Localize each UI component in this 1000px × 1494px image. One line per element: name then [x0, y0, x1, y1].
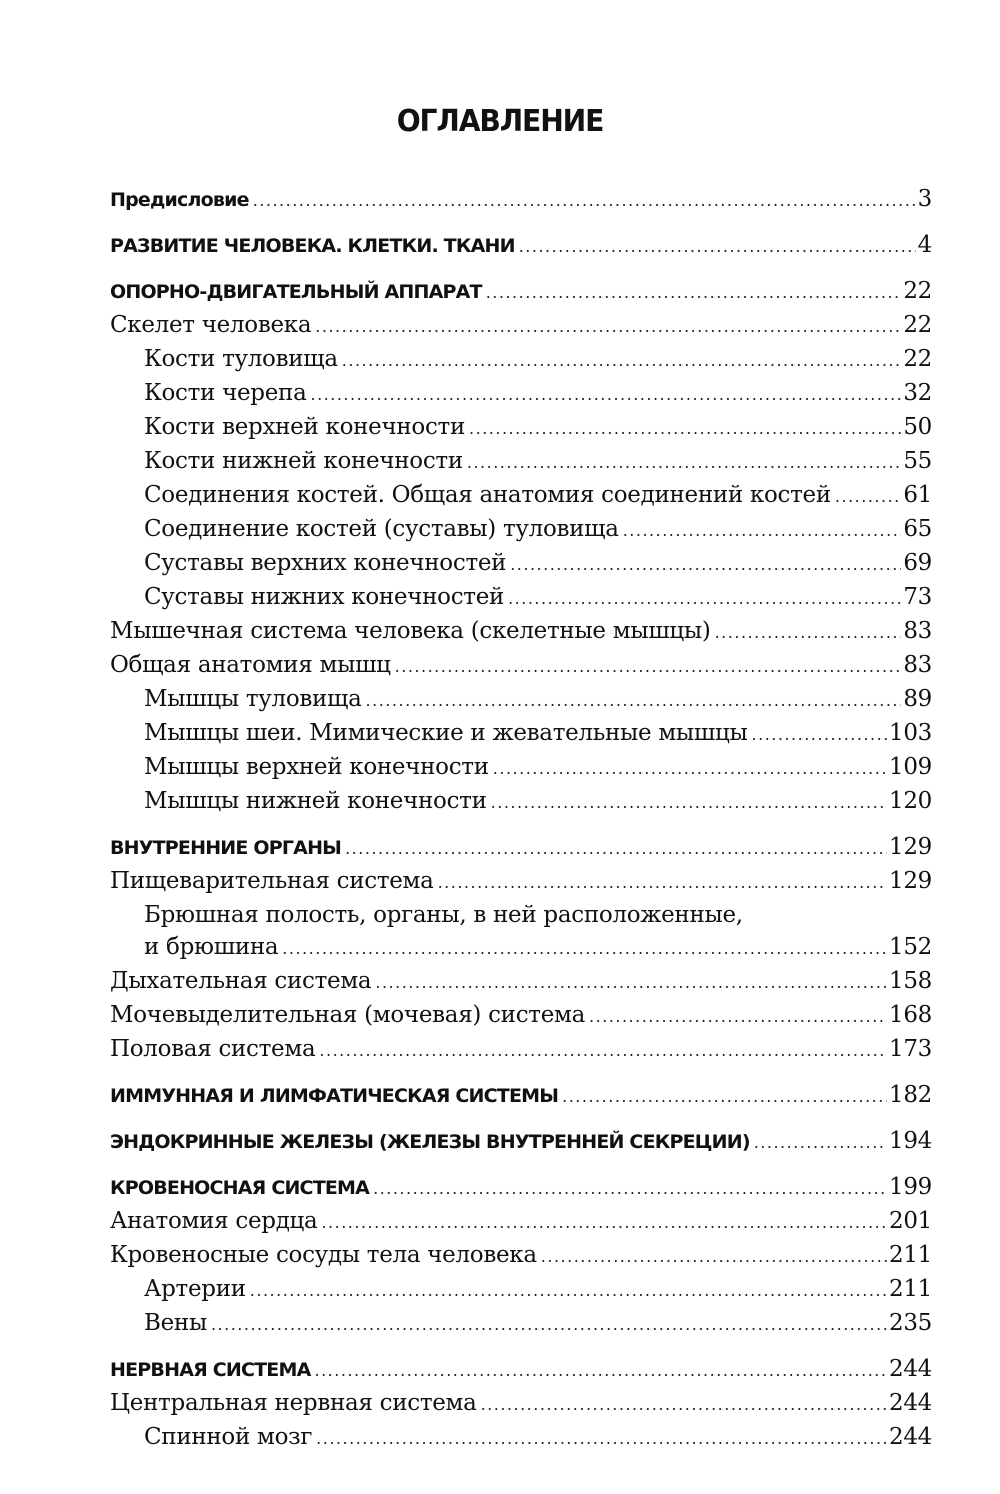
toc-entry-upper-limb-muscles[interactable] [110, 751, 932, 785]
toc-entry-title: Общая анатомия мышц [110, 652, 391, 678]
dot-leader [366, 685, 902, 717]
toc-entry-title: и брюшина [144, 934, 279, 960]
toc-entry-page: 22 [903, 278, 932, 304]
toc-entry-bone-joints[interactable] [110, 479, 932, 513]
toc-entry-title: Суставы нижних конечностей [144, 584, 505, 610]
dot-leader [562, 1081, 887, 1113]
dot-leader [311, 379, 902, 411]
toc-entry-skull-bones[interactable] [110, 377, 932, 411]
toc-entry-skeleton[interactable] [110, 309, 932, 343]
toc-section-circulatory[interactable] [110, 1171, 932, 1205]
toc-entry-page: 199 [889, 1174, 932, 1200]
toc-entry-page: 4 [917, 232, 932, 258]
dot-leader [467, 447, 901, 479]
toc-section-endocrine[interactable] [110, 1125, 932, 1159]
toc-entry-page: 129 [889, 868, 932, 894]
toc-entry-page: 158 [889, 968, 932, 994]
toc-entry-title: ЭНДОКРИННЫЕ ЖЕЛЕЗЫ (ЖЕЛЕЗЫ ВНУТРЕННЕЙ СЕКРЕЦИИ) [110, 1131, 750, 1153]
toc-entry-page: 173 [889, 1036, 932, 1062]
toc-entry-respiratory-system[interactable] [110, 965, 932, 999]
toc-entry-muscular-system[interactable] [110, 615, 932, 649]
toc-entry-title: Соединение костей (суставы) туловища [144, 516, 619, 542]
dot-leader [319, 1035, 887, 1067]
toc-entry-title: Кровеносные сосуды тела человека [110, 1242, 537, 1268]
toc-entry-upper-limb-joints[interactable] [110, 547, 932, 581]
toc-entry-muscle-anatomy[interactable] [110, 649, 932, 683]
toc-entry-title: Вены [144, 1310, 207, 1336]
dot-leader [375, 967, 887, 999]
toc-entry-title: ВНУТРЕННИЕ ОРГАНЫ [110, 837, 342, 859]
dot-leader [321, 1207, 887, 1239]
toc-entry-preface[interactable] [110, 183, 932, 217]
dot-leader [589, 1001, 887, 1033]
toc-entry-title: Мышцы нижней конечности [144, 788, 487, 814]
dot-leader [314, 1355, 887, 1387]
toc-entry-title: КРОВЕНОСНАЯ СИСТЕМА [110, 1177, 370, 1199]
toc-entry-page: 3 [917, 186, 932, 212]
toc-entry-title: Половая система [110, 1036, 316, 1062]
toc-entry-page: 244 [889, 1356, 932, 1382]
dot-leader [345, 833, 887, 865]
toc-entry-title: Пищеварительная система [110, 868, 434, 894]
toc-entry-title: Мышцы шеи. Мимические и жевательные мышцы [144, 720, 748, 746]
toc-entry-page: 22 [903, 312, 932, 338]
toc-entry-abdominal-cavity[interactable] [110, 931, 932, 965]
toc-entry-page: 120 [889, 788, 932, 814]
toc-entry-arteries[interactable] [110, 1273, 932, 1307]
dot-leader [541, 1241, 887, 1273]
toc-entry-page: 65 [903, 516, 932, 542]
dot-leader [493, 753, 887, 785]
toc-section-nervous[interactable] [110, 1353, 932, 1387]
toc-entry-trunk-bones[interactable] [110, 343, 932, 377]
page-title: ОГЛАВЛЕНИЕ [396, 104, 604, 139]
table-of-contents [110, 183, 932, 1455]
toc-entry-page: 109 [889, 754, 932, 780]
toc-entry-title: Анатомия сердца [110, 1208, 318, 1234]
toc-entry-spinal-cord[interactable] [110, 1421, 932, 1455]
dot-leader [282, 933, 887, 965]
toc-section-musculoskeletal[interactable] [110, 275, 932, 309]
toc-entry-page: 194 [889, 1128, 932, 1154]
toc-entry-page: 129 [889, 834, 932, 860]
dot-leader [211, 1309, 887, 1341]
toc-entry-title: ИММУННАЯ И ЛИМФАТИЧЕСКАЯ СИСТЕМЫ [110, 1085, 559, 1107]
toc-entry-title: Кости нижней конечности [144, 448, 463, 474]
toc-entry-page: 89 [903, 686, 932, 712]
toc-entry-neck-muscles[interactable] [110, 717, 932, 751]
toc-entry-lower-limb-bones[interactable] [110, 445, 932, 479]
toc-entry-title: Мышечная система человека (скелетные мышцы) [110, 618, 711, 644]
toc-section-immune[interactable] [110, 1079, 932, 1113]
toc-entry-abdominal-cavity-line1[interactable]: Брюшная полость, органы, в ней расположенные, [144, 902, 743, 928]
dot-leader [373, 1173, 887, 1205]
toc-entry-page: 211 [889, 1276, 932, 1302]
toc-entry-page: 83 [903, 618, 932, 644]
dot-leader [395, 651, 902, 683]
toc-entry-page: 168 [889, 1002, 932, 1028]
toc-entry-page: 103 [889, 720, 932, 746]
toc-entry-upper-limb-bones[interactable] [110, 411, 932, 445]
dot-leader [342, 345, 902, 377]
dot-leader [481, 1389, 887, 1421]
dot-leader [752, 719, 888, 751]
dot-leader [486, 277, 902, 309]
toc-entry-page: 201 [889, 1208, 932, 1234]
dot-leader [469, 413, 901, 445]
dot-leader [253, 185, 916, 217]
toc-entry-reproductive-system[interactable] [110, 1033, 932, 1067]
toc-entry-title: Артерии [144, 1276, 246, 1302]
toc-entry-page: 182 [889, 1082, 932, 1108]
toc-section-internal-organs[interactable] [110, 831, 932, 865]
toc-entry-page: 32 [903, 380, 932, 406]
dot-leader [835, 481, 901, 513]
toc-entry-trunk-joints[interactable] [110, 513, 932, 547]
toc-entry-title: НЕРВНАЯ СИСТЕМА [110, 1359, 311, 1381]
dot-leader [623, 515, 902, 547]
toc-entry-title: Спинной мозг [144, 1424, 313, 1450]
toc-entry-lower-limb-joints[interactable] [110, 581, 932, 615]
toc-entry-page: 152 [889, 934, 932, 960]
toc-entry-blood-vessels[interactable] [110, 1239, 932, 1273]
toc-entry-veins[interactable] [110, 1307, 932, 1341]
toc-entry-page: 211 [889, 1242, 932, 1268]
dot-leader [315, 311, 901, 343]
dot-leader [715, 617, 902, 649]
toc-entry-page: 244 [889, 1424, 932, 1450]
toc-entry-title: Мышцы туловища [144, 686, 362, 712]
toc-entry-lower-limb-muscles[interactable] [110, 785, 932, 819]
toc-entry-title: Мышцы верхней конечности [144, 754, 489, 780]
toc-entry-digestive-system[interactable] [110, 865, 932, 899]
toc-entry-cns[interactable] [110, 1387, 932, 1421]
toc-entry-page: 50 [903, 414, 932, 440]
toc-entry-title: Соединения костей. Общая анатомия соединений костей [144, 482, 831, 508]
toc-entry-title: Центральная нервная система [110, 1390, 477, 1416]
toc-entry-page: 235 [889, 1310, 932, 1336]
toc-entry-heart-anatomy[interactable] [110, 1205, 932, 1239]
toc-section-development[interactable] [110, 229, 932, 263]
toc-entry-title: Скелет человека [110, 312, 312, 338]
dot-leader [754, 1127, 887, 1159]
toc-entry-title: Мочевыделительная (мочевая) система [110, 1002, 586, 1028]
toc-entry-trunk-muscles[interactable] [110, 683, 932, 717]
dot-leader [519, 231, 916, 263]
toc-entry-page: 83 [903, 652, 932, 678]
dot-leader [510, 549, 901, 581]
toc-entry-title: Дыхательная система [110, 968, 372, 994]
dot-leader [438, 867, 887, 899]
toc-entry-title: РАЗВИТИЕ ЧЕЛОВЕКА. КЛЕТКИ. ТКАНИ [110, 235, 515, 257]
dot-leader [491, 787, 887, 819]
toc-entry-title: Кости черепа [144, 380, 307, 406]
dot-leader [250, 1275, 887, 1307]
toc-entry-title: Кости туловища [144, 346, 338, 372]
toc-entry-page: 73 [903, 584, 932, 610]
toc-entry-title: ОПОРНО-ДВИГАТЕЛЬНЫЙ АППАРАТ [110, 281, 482, 303]
toc-entry-title: Суставы верхних конечностей [144, 550, 507, 576]
dot-leader [508, 583, 901, 615]
toc-entry-page: 55 [903, 448, 932, 474]
dot-leader [316, 1423, 887, 1455]
toc-entry-page: 244 [889, 1390, 932, 1416]
toc-entry-page: 22 [903, 346, 932, 372]
toc-entry-page: 61 [903, 482, 932, 508]
toc-entry-title: Предисловие [110, 189, 249, 211]
toc-entry-urinary-system[interactable] [110, 999, 932, 1033]
toc-entry-page: 69 [903, 550, 932, 576]
toc-entry-title: Кости верхней конечности [144, 414, 466, 440]
